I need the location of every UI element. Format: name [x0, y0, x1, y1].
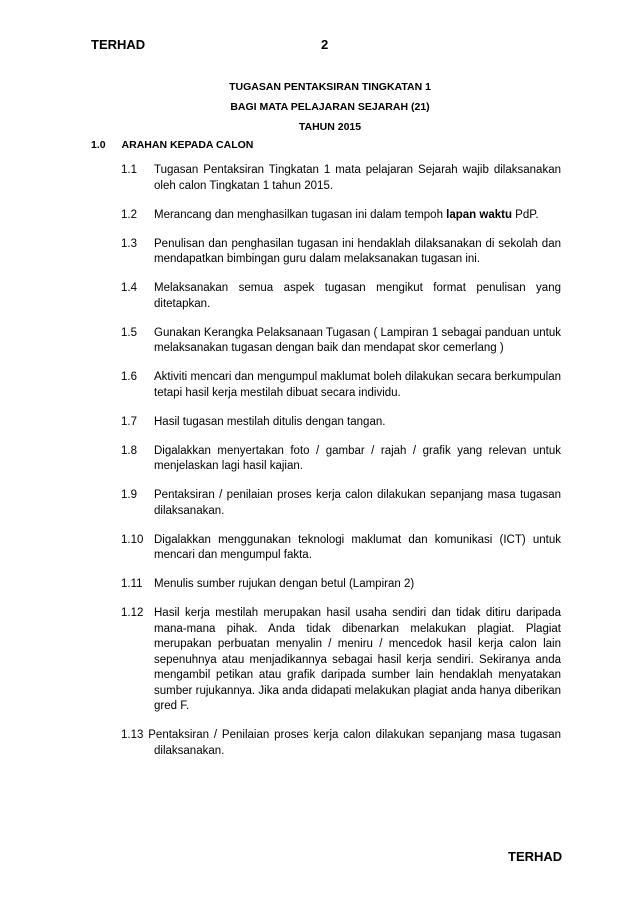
title-line-3: TAHUN 2015 [298, 121, 362, 133]
page-number: 2 [321, 37, 329, 52]
section-title: ARAHAN KEPADA CALON [121, 139, 254, 151]
list-item [121, 163, 561, 194]
list-item [121, 488, 561, 519]
item-text-post: PdP. [511, 208, 539, 221]
item-number: 1.6 [121, 371, 137, 383]
list-item [121, 326, 561, 357]
item-number: 1.1 [121, 164, 137, 176]
item-text [154, 208, 561, 224]
item-text: Tugasan Pentaksiran Tingkatan 1 mata pelajaran Sejarah wajib dilaksanakan oleh calon Tingkatan 1 tahun 2015. [154, 164, 561, 192]
list-item [121, 208, 561, 224]
item-text-body: Pentaksiran / Penilaian proses kerja calon dilakukan sepanjang masa tugasan dilaksanakan. [148, 729, 561, 757]
header-classification: TERHAD [91, 37, 146, 52]
item-number: 1.13 [121, 729, 144, 741]
list-item [121, 281, 561, 312]
list-item [121, 444, 561, 475]
item-text: Digalakkan menyertakan foto / gambar / rajah / grafik yang relevan untuk menjelaskan lagi hasil kajian. [154, 444, 561, 472]
list-item [121, 577, 561, 593]
item-text-pre: Merancang dan menghasilkan tugasan ini dalam tempoh [154, 208, 447, 221]
item-number: 1.2 [121, 208, 137, 221]
item-text [121, 728, 561, 759]
list-item [121, 606, 561, 715]
item-number: 1.9 [121, 489, 137, 501]
item-number: 1.5 [121, 326, 137, 339]
item-number: 1.3 [121, 237, 137, 250]
item-number: 1.4 [121, 282, 137, 294]
item-text: Hasil tugasan mestilah ditulis dengan tangan. [154, 415, 386, 428]
title-line-1: TUGASAN PENTAKSIRAN TINGKATAN 1 [229, 81, 431, 93]
item-text: Aktiviti mencari dan mengumpul maklumat boleh dilakukan secara berkumpulan tetapi hasil kerja mestilah dibuat secara individu. [154, 371, 561, 399]
list-item [121, 533, 561, 564]
instruction-list [121, 163, 561, 773]
item-text: Menulis sumber rujukan dengan betul (Lampiran 2) [154, 578, 415, 590]
item-text: Penulisan dan penghasilan tugasan ini hendaklah dilaksanakan di sekolah dan mendapatkan bimbingan guru dalam melaksanakan tugasan ini. [154, 237, 561, 265]
item-text: Hasil kerja mestilah merupakan hasil usaha sendiri dan tidak ditiru daripada mana-mana pihak. Anda tidak dibenarkan melakukan plagiat. Plagiat merupakan perbuatan menyalin / meniru / mencedok hasil kerja calon lain sepenuhnya atau menjadikannya sebagai hasil kerja sendiri. Sekiranya anda mengambil petikan atau grafik daripada sumber lain hendaklah menyatakan sumber rujukannya. Jika anda didapati melakukan plagiat anda hanya diberikan gred F. [154, 607, 561, 712]
item-text: Digalakkan menggunakan teknologi maklumat dan komunikasi (ICT) untuk mencari dan mengumpul fakta. [154, 533, 561, 561]
item-text-bold: lapan waktu [446, 208, 512, 221]
item-number: 1.11 [121, 578, 143, 590]
list-item [121, 370, 561, 401]
list-item [121, 415, 561, 431]
list-item [121, 728, 561, 759]
item-number: 1.8 [121, 444, 137, 457]
item-text: Pentaksiran / penilaian proses kerja calon dilakukan sepanjang masa tugasan dilaksanakan. [154, 489, 561, 517]
section-number: 1.0 [91, 139, 106, 151]
item-number: 1.10 [121, 533, 144, 546]
item-text: Gunakan Kerangka Pelaksanaan Tugasan ( Lampiran 1 sebagai panduan untuk melaksanakan tugasan dengan baik dan mendapat skor cemerlang ) [154, 326, 561, 354]
section-heading [91, 139, 253, 151]
item-number: 1.7 [121, 415, 137, 428]
footer-classification: TERHAD [508, 849, 563, 864]
item-text: Melaksanakan semua aspek tugasan mengikut format penulisan yang ditetapkan. [154, 282, 561, 310]
title-line-2: BAGI MATA PELAJARAN SEJARAH (21) [230, 101, 430, 113]
document-title [130, 77, 530, 137]
list-item [121, 237, 561, 268]
item-number: 1.12 [121, 607, 144, 619]
